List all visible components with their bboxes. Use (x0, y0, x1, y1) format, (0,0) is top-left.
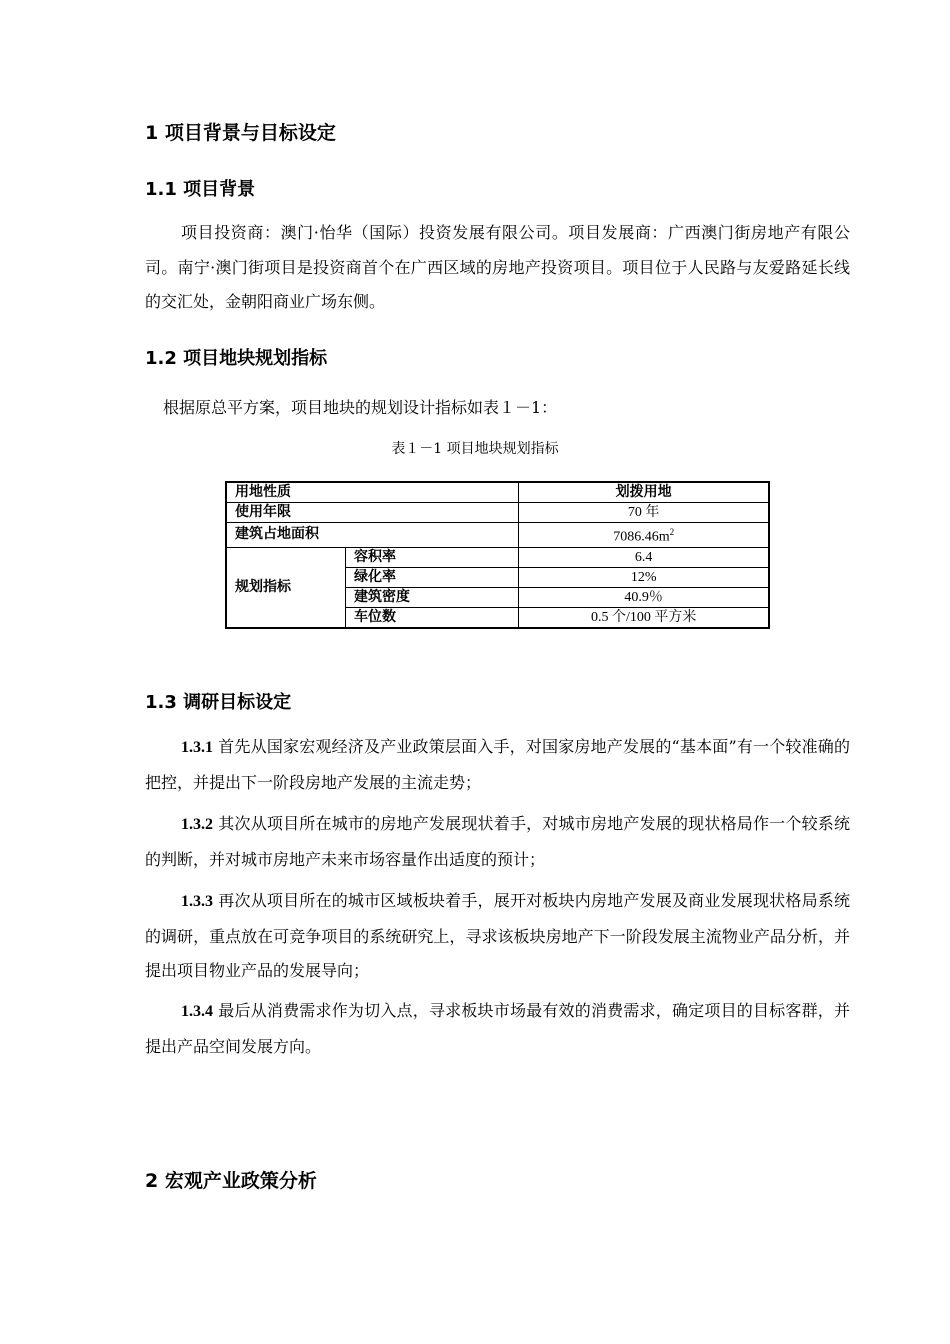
indicator-label: 建筑密度 (346, 587, 519, 607)
planning-label: 规划指标 (226, 547, 346, 628)
item-number: 1.3.2 (181, 816, 213, 833)
section-1-title: 1 项目背景与目标设定 (145, 122, 336, 144)
list-item (145, 807, 850, 877)
item-number: 1.3.3 (181, 893, 213, 910)
footprint-label: 建筑占地面积 (226, 523, 519, 548)
section-1-2-title: 1.2 项目地块规划指标 (145, 348, 328, 369)
footprint-value: 7086.46m (613, 529, 670, 545)
indicator-label: 车位数 (346, 607, 519, 628)
list-item (145, 884, 850, 989)
table-row (226, 503, 769, 523)
indicator-value: 0.5 个/100 平方米 (519, 607, 769, 628)
section-1-1-paragraph: 项目投资商：澳门·怡华（国际）投资发展有限公司。项目发展商：广西澳门街房地产有限公司。南宁·澳门街项目是投资商首个在广西区域的房地产投资项目。项目位于人民路与友爱路延长线的交汇处，金朝阳商业广场东侧。 (145, 223, 850, 311)
item-number: 1.3.1 (181, 739, 213, 756)
footprint-unit-superscript: 2 (669, 527, 675, 537)
land-use-value: 划拨用地 (519, 482, 769, 503)
footprint-cell (519, 523, 769, 548)
table-caption: 表１－1 项目地块规划指标 (391, 441, 559, 457)
item-text: 再次从项目所在的城市区域板块着手，展开对板块内房地产发展及商业发展现状格局系统的调研，重点放在可竞争项目的系统研究上，寻求该板块房地产下一阶段发展主流物业产品分析，并提出项目物业产品的发展导向； (145, 891, 850, 980)
list-item (145, 730, 850, 800)
item-number: 1.3.4 (181, 1003, 213, 1020)
indicator-value: 40.9％ (519, 587, 769, 607)
indicator-value: 6.4 (519, 547, 769, 567)
table-row (226, 547, 769, 567)
item-text: 首先从国家宏观经济及产业政策层面入手，对国家房地产发展的“基本面”有一个较准确的把控，并提出下一阶段房地产发展的主流走势； (145, 737, 850, 792)
section-1-2-lead: 根据原总平方案，项目地块的规划设计指标如表１－1： (163, 398, 558, 417)
indicator-label: 绿化率 (346, 567, 519, 587)
term-label: 使用年限 (226, 503, 519, 523)
land-use-label: 用地性质 (226, 482, 519, 503)
term-value: 70 年 (519, 503, 769, 523)
item-text: 其次从项目所在城市的房地产发展现状着手，对城市房地产发展的现状格局作一个较系统的判断，并对城市房地产未来市场容量作出适度的预计； (145, 814, 850, 869)
section-1-1-title: 1.1 项目背景 (145, 179, 256, 200)
list-item (145, 994, 850, 1064)
planning-indicator-table (225, 481, 770, 629)
table-row (226, 482, 769, 503)
indicator-label: 容积率 (346, 547, 519, 567)
indicator-value: 12% (519, 567, 769, 587)
section-2-title: 2 宏观产业政策分析 (145, 1170, 317, 1192)
item-text: 最后从消费需求作为切入点，寻求板块市场最有效的消费需求，确定项目的目标客群，并提出产品空间发展方向。 (145, 1001, 850, 1056)
table-row (226, 523, 769, 548)
section-1-3-title: 1.3 调研目标设定 (145, 692, 292, 713)
